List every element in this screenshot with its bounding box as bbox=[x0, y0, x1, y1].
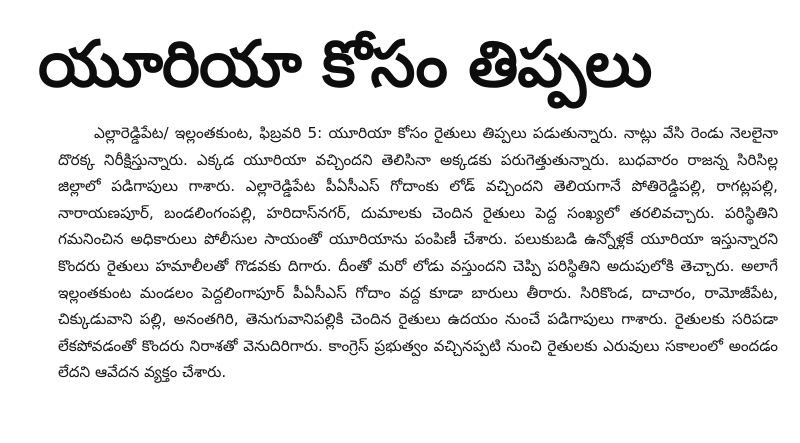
article-headline: యూరియా కోసం తిప్పలు bbox=[38, 28, 652, 102]
article-body: ఎల్లారెడ్డిపేట/ ఇల్లంతకుంట, ఫిబ్రవరి 5: యూరియా కోసం రైతులు తిప్పలు పడుతున్నారు. నాట్లు వేసి రెండు నెలలైనా దొరక్క నిరీక్షిస్తున్నారు. ఎక్కడ యూరియా వచ్చిందని తెలిసినా అక్కడకు పరుగెత్తుతున్నారు. బుధవారం రాజన్న సిరిసిల్ల జిల్లాలో పడిగాపులు గాశారు. ఎల్లారెడ్డిపేట పీఏసీఎస్ గోదాంకు లోడ్ వచ్చిందని తెలియగానే పోతిరెడ్డిపల్లి, రాగట్లపల్లి, నారాయణపూర్, బండలింగంపల్లి, హరిదాస్‌నగర్, దుమాలకు చెందిన రైతులు పెద్ద సంఖ్యలో తరలివచ్చారు. పరిస్థితిని గమనించిన అధికారులు పోలీసుల సాయంతో యూరియాను పంపిణీ చేశారు. పలుకుబడి ఉన్నోళ్లకే యూరియా ఇస్తున్నారని కొందరు రైతులు హమాలీలతో గొడవకు దిగారు. దీంతో మరో లోడు వస్తుందని చెప్పి పరిస్థితిని అదుపులోకి తెచ్చారు. అలాగే ఇల్లంతకుంట మండలం పెద్దలింగాపూర్ పీఏసీఎస్ గోదాం వద్ద కూడా బారులు తీరారు. సిరికొండ, దాచారం, రామోజీపేట, చిక్కుడువాని పల్లి, అనంతగిరి, తెనుగువానిపల్లికి చెందిన రైతులు ఉదయం నుంచే పడిగాపులు గాశారు. రైతులకు సరిపడా లేకపోవడంతో కొందరు నిరాశతో వెనుదిరిగారు. కాంగ్రెస్ ప్రభుత్వం వచ్చినప్పటి నుంచి రైతులకు ఎరువులు సకాలంలో అందడం లేదని ఆవేదన వ్యక్తం చేశారు. bbox=[58, 124, 778, 382]
